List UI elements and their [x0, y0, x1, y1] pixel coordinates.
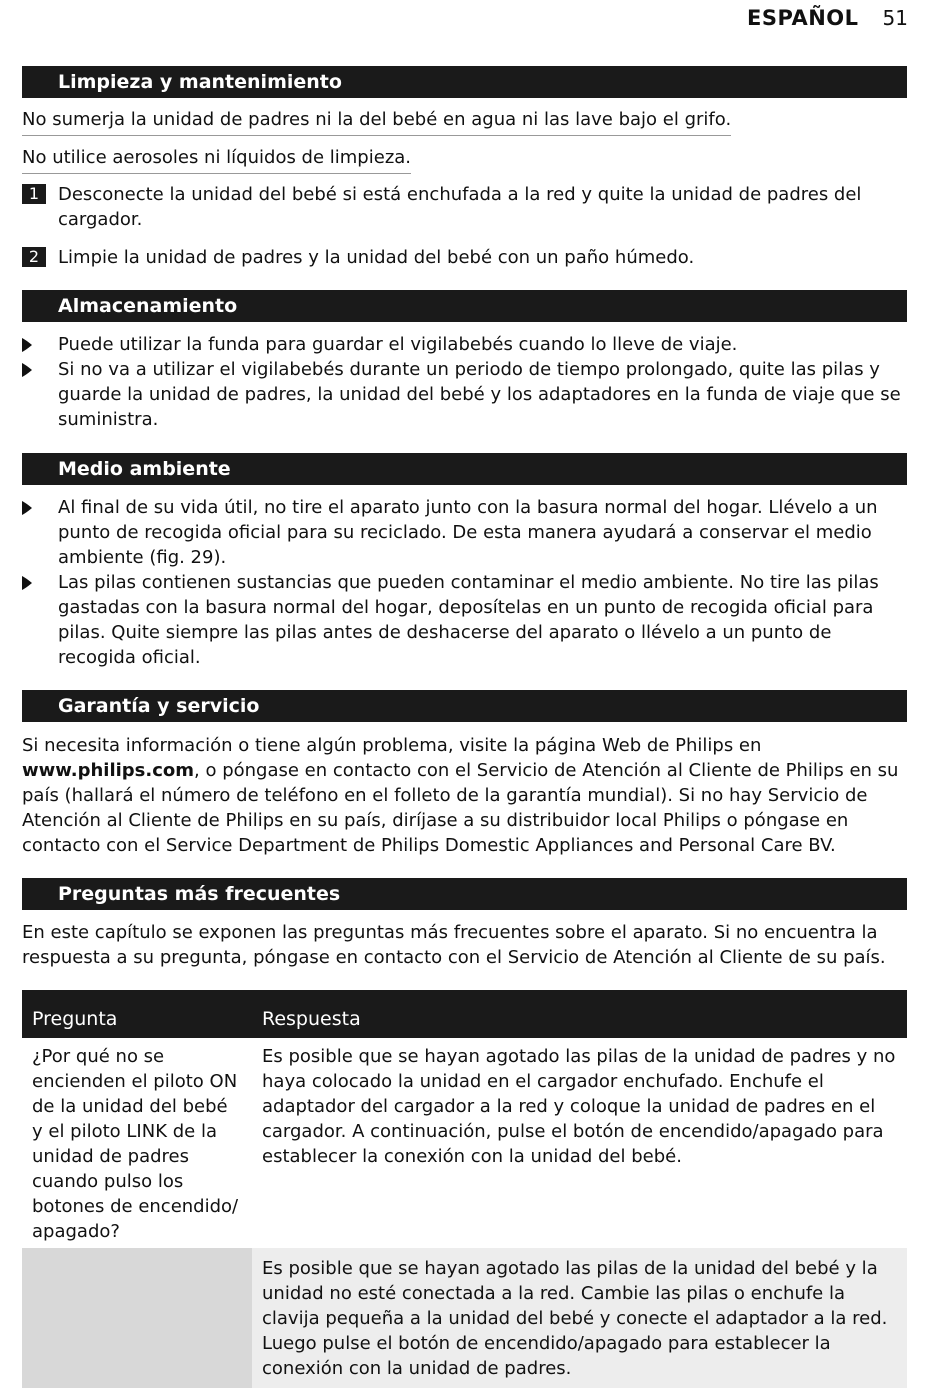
step-number: 1 — [22, 184, 46, 204]
section-title-warranty: Garantía y servicio — [22, 690, 907, 722]
cleaning-warning-2: No utilice aerosoles ni líquidos de limpieza. — [22, 145, 902, 174]
faq-question: ¿Por qué no se encienden el piloto ON de la unidad del bebé y el piloto LINK de la unidad de padres cuando pulso los botones de encendido/ apagado? — [32, 1046, 239, 1242]
cleaning-warning-1: No sumerja la unidad de padres ni la del bebé en agua ni las lave bajo el grifo. — [22, 107, 902, 136]
section-title-cleaning: Limpieza y mantenimiento — [22, 66, 907, 98]
list-item: Si no va a utilizar el vigilabebés durante un periodo de tiempo prolongado, quite las pilas y guarde la unidad de padres, la unidad del bebé y los adaptadores en la funda de viaje que se suministra. — [22, 357, 902, 432]
faq-answer: Es posible que se hayan agotado las pilas de la unidad del bebé y la unidad no esté conectada a la red. Cambie las pilas o enchufe la clavija pequeña a la unidad del bebé y conecte el adaptador a la red. Luego pulse el botón de encendido/apagado para establecer la conexión con la unidad de padres. — [252, 1248, 907, 1388]
step-text: Limpie la unidad de padres y la unidad del bebé con un paño húmedo. — [58, 247, 695, 268]
language-label: ESPAÑOL — [747, 6, 859, 30]
section-title-environment: Medio ambiente — [22, 453, 907, 485]
environment-list — [22, 495, 902, 670]
storage-list — [22, 332, 902, 432]
faq-table — [22, 990, 907, 1388]
page-header — [747, 6, 908, 32]
list-item: Las pilas contienen sustancias que pueden contaminar el medio ambiente. No tire las pilas gastadas con la basura normal del hogar, deposítelas en un punto de recogida oficial para pilas. Quite siempre las pilas antes de deshacerse del aparato o llévelo a un punto de recogida oficial. — [22, 570, 902, 670]
faq-question — [22, 1248, 252, 1388]
triangle-bullet-icon — [22, 338, 32, 352]
faq-answer: Es posible que se hayan agotado las pilas de la unidad de padres y no haya colocado la unidad en el cargador enchufado. Enchufe el adaptador del cargador a la red y coloque la unidad de padres en el cargador. A continuación, pulse el botón de encendido/apagado para establecer la conexión con la unidad del bebé. — [262, 1046, 896, 1167]
table-row — [22, 1038, 907, 1248]
faq-intro: En este capítulo se exponen las preguntas más frecuentes sobre el aparato. Si no encuentra la respuesta a su pregunta, póngase en contacto con el Servicio de Atención al Cliente de su país. — [22, 922, 886, 968]
column-header-answer: Respuesta — [262, 1008, 361, 1030]
column-header-question: Pregunta — [32, 1008, 118, 1030]
list-item: Al final de su vida útil, no tire el aparato junto con la basura normal del hogar. Llévelo a un punto de recogida oficial para su reciclado. De esta manera ayudará a conservar el medio ambiente (fig. 29). — [22, 495, 902, 570]
warranty-text: Si necesita información o tiene algún problema, visite la página Web de Philips en www.philips.com, o póngase en contacto con el Servicio de Atención al Cliente de Philips en su país (hallará el número de teléfono en el folleto de la garantía mundial). Si no hay Servicio de Atención al Cliente de Philips en su país, diríjase a su distribuidor local Philips o póngase en contacto con el Service Department de Philips Domestic Appliances and Personal Care BV. — [22, 735, 899, 856]
triangle-bullet-icon — [22, 576, 32, 590]
page-number: 51 — [882, 6, 908, 30]
section-title-faq: Preguntas más frecuentes — [22, 878, 907, 910]
table-row — [22, 1248, 907, 1388]
step-number: 2 — [22, 247, 46, 267]
faq-table-header — [22, 990, 907, 1038]
triangle-bullet-icon — [22, 501, 32, 515]
section-title-storage: Almacenamiento — [22, 290, 907, 322]
philips-website-link[interactable]: www.philips.com — [22, 760, 195, 781]
cleaning-step-2 — [22, 245, 902, 270]
step-text: Desconecte la unidad del bebé si está enchufada a la red y quite la unidad de padres del cargador. — [58, 184, 862, 230]
triangle-bullet-icon — [22, 363, 32, 377]
cleaning-step-1 — [22, 182, 902, 232]
list-item: Puede utilizar la funda para guardar el vigilabebés cuando lo lleve de viaje. — [22, 332, 902, 357]
